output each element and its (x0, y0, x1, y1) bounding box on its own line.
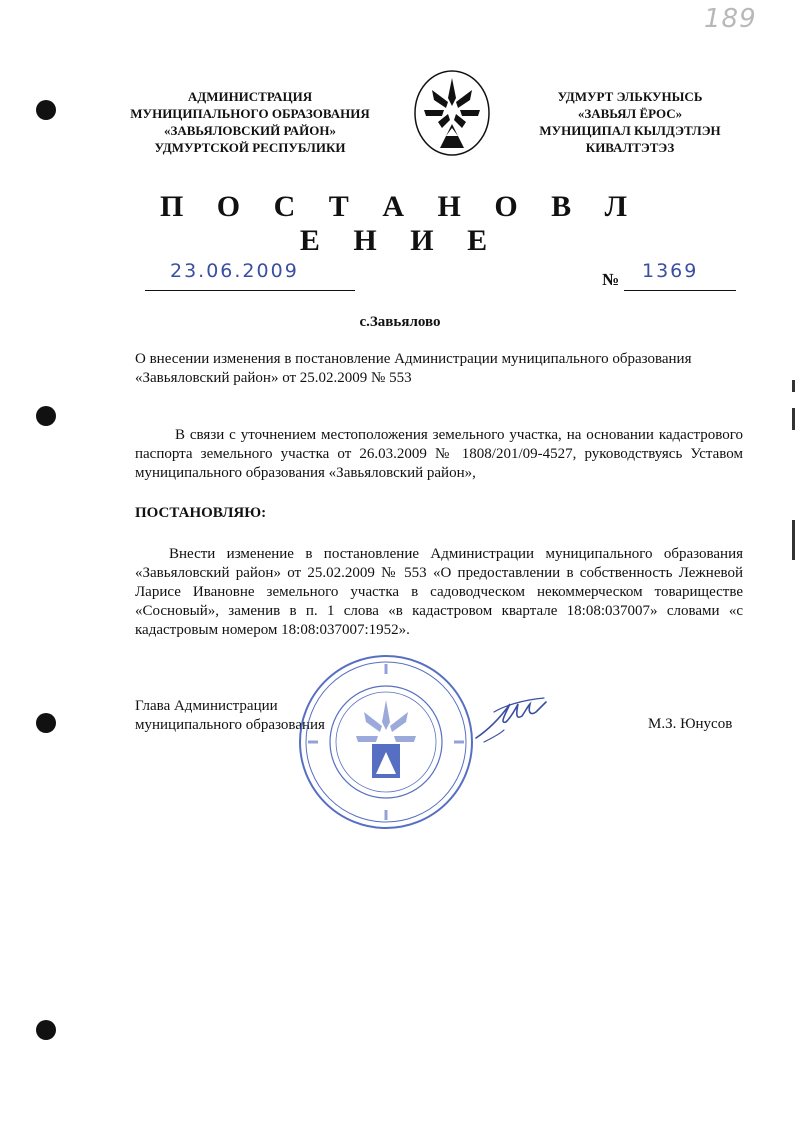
date-handwritten: 23.06.2009 (170, 260, 299, 282)
header-left-line: УДМУРТСКОЙ РЕСПУБЛИКИ (154, 140, 346, 155)
district-emblem-icon (412, 68, 492, 163)
binder-hole (36, 1020, 56, 1040)
header-left-line: МУНИЦИПАЛЬНОГО ОБРАЗОВАНИЯ (130, 106, 370, 121)
header-right-line: КИВАЛТЭТЭЗ (585, 140, 675, 155)
header-left-line: «ЗАВЬЯЛОВСКИЙ РАЙОН» (164, 123, 336, 138)
decree-heading: ПОСТАНОВЛЯЮ: (135, 505, 267, 521)
official-stamp-icon (296, 652, 476, 837)
handwritten-signature-icon (470, 690, 550, 755)
decree-paragraph: Внести изменение в постановление Администрации муниципального образования «Завьяловский район» от 25.02.2009 № 553 «О предоставлении в собственность Лежневой Ларисе Ивановне земельного участка в садоводческом некоммерческом товариществе «Сосновый», заменив в п. 1 слова «в кадастровом квартале 18:08:037007» словами «с кадастровым номером 18:08:037007:1952». (135, 546, 743, 638)
header-left (112, 88, 388, 156)
binder-hole (36, 406, 56, 426)
binder-hole (36, 713, 56, 733)
signatory-name: М.З. Юнусов (648, 716, 733, 732)
document-subject: О внесении изменения в постановление Администрации муниципального образования «Завьяловский район» от 25.02.2009 № 553 (135, 351, 692, 386)
header-left-line: АДМИНИСТРАЦИЯ (187, 89, 313, 104)
scan-mark (792, 408, 795, 430)
document-title: П О С Т А Н О В Л Е Н И Е (159, 190, 641, 257)
scan-mark (792, 380, 795, 392)
header-right (520, 88, 740, 156)
header-right-line: УДМУРТ ЭЛЬКУНЫСЬ (557, 89, 703, 104)
binder-hole (36, 100, 56, 120)
number-label: № (602, 270, 620, 289)
page-number: 189 (704, 4, 757, 34)
signatory-title-line: Глава Администрации (135, 698, 278, 714)
number-handwritten: 1369 (642, 260, 699, 282)
scan-mark (792, 520, 795, 560)
signatory-title-line: муниципального образования (135, 717, 325, 733)
preamble-paragraph: В связи с уточнением местоположения земельного участка, на основании кадастрового паспорта земельного участка от 26.03.2009 № 1808/201/09-4527, руководствуясь Уставом муниципального образования «Завьяловский район», (135, 427, 743, 481)
header-right-line: «ЗАВЬЯЛ ЁРОС» (577, 106, 683, 121)
header-right-line: МУНИЦИПАЛ КЫЛДЭТЛЭН (539, 123, 721, 138)
place-name: с.Завьялово (359, 314, 441, 330)
